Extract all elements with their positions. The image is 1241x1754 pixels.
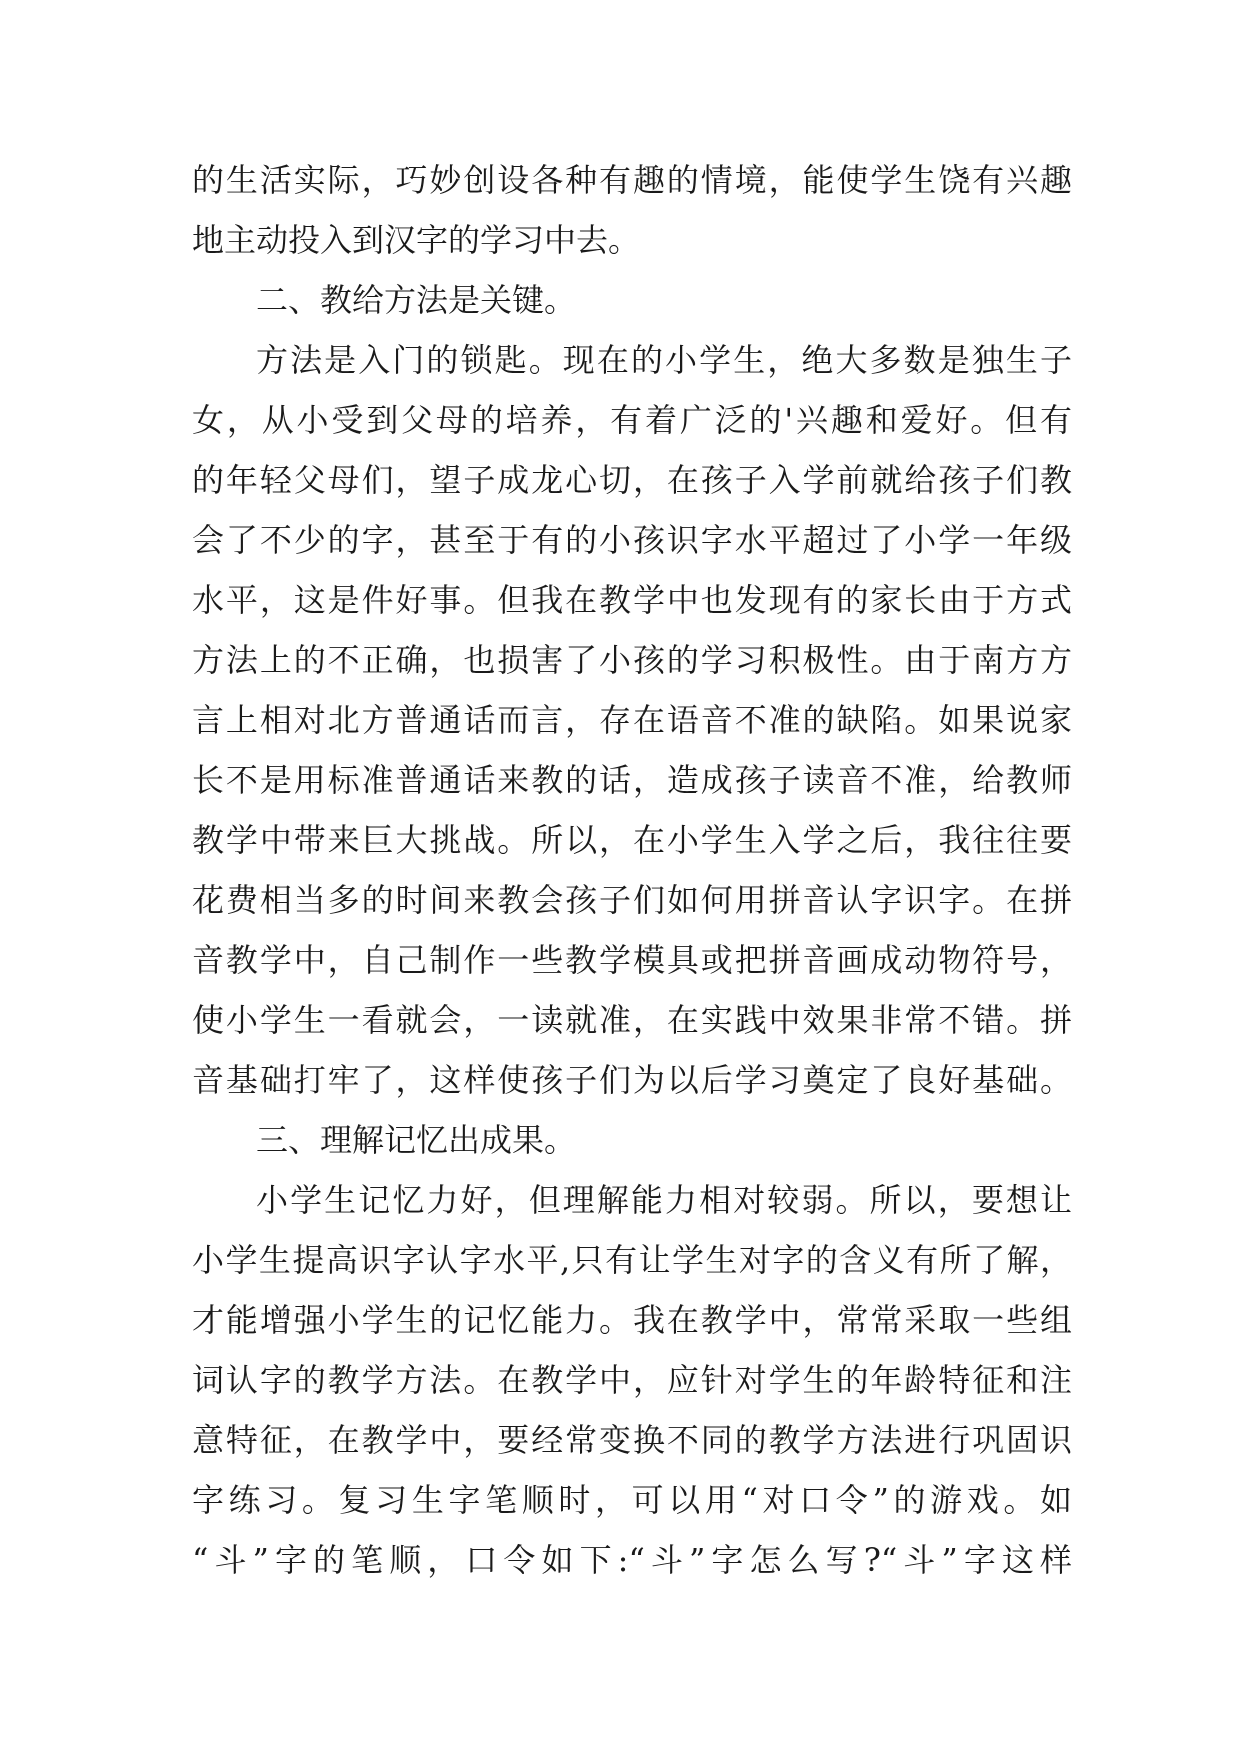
text-line: 字练习。复习生字笔顺时，可以用“对口令”的游戏。如 [192,1481,1072,1519]
text-line: 地主动投入到汉字的学习中去。 [192,221,641,259]
text-line: 会了不少的字，甚至于有的小孩识字水平超过了小学一年级 [192,521,1072,559]
text-line: 花费相当多的时间来教会孩子们如何用拼音认字识字。在拼 [192,881,1072,919]
section-heading: 三、理解记忆出成果。 [256,1121,577,1159]
text-line: 才能增强小学生的记忆能力。我在教学中，常常采取一些组 [192,1301,1072,1339]
text-line: 女，从小受到父母的培养，有着广泛的'兴趣和爱好。但有 [192,401,1072,439]
text-line: 小学生记忆力好，但理解能力相对较弱。所以，要想让 [256,1181,1072,1219]
text-line: 意特征，在教学中，要经常变换不同的教学方法进行巩固识 [192,1421,1072,1459]
text-line: “斗”字的笔顺，口令如下:“斗”字怎么写?“斗”字这样 [192,1541,1072,1579]
text-line: 方法上的不正确，也损害了小孩的学习积极性。由于南方方 [192,641,1072,679]
text-line: 的年轻父母们，望子成龙心切，在孩子入学前就给孩子们教 [192,461,1072,499]
text-line: 水平，这是件好事。但我在教学中也发现有的家长由于方式 [192,581,1072,619]
text-line: 言上相对北方普通话而言，存在语音不准的缺陷。如果说家 [192,701,1072,739]
text-line: 词认字的教学方法。在教学中，应针对学生的年龄特征和注 [192,1361,1072,1399]
text-line: 方法是入门的锁匙。现在的小学生，绝大多数是独生子 [256,341,1072,379]
text-line: 教学中带来巨大挑战。所以，在小学生入学之后，我往往要 [192,821,1072,859]
section-heading: 二、教给方法是关键。 [256,281,577,319]
text-line: 的生活实际，巧妙创设各种有趣的情境，能使学生饶有兴趣 [192,161,1072,199]
text-line: 音教学中，自己制作一些教学模具或把拼音画成动物符号， [192,941,1072,979]
text-line: 小学生提高识字认字水平,只有让学生对字的含义有所了解， [192,1241,1072,1279]
document-body [192,150,1072,1590]
text-line: 使小学生一看就会，一读就准，在实践中效果非常不错。拼 [192,1001,1072,1039]
text-line: 音基础打牢了，这样使孩子们为以后学习奠定了良好基础。 [192,1061,1072,1099]
text-line: 长不是用标准普通话来教的话，造成孩子读音不准，给教师 [192,761,1072,799]
